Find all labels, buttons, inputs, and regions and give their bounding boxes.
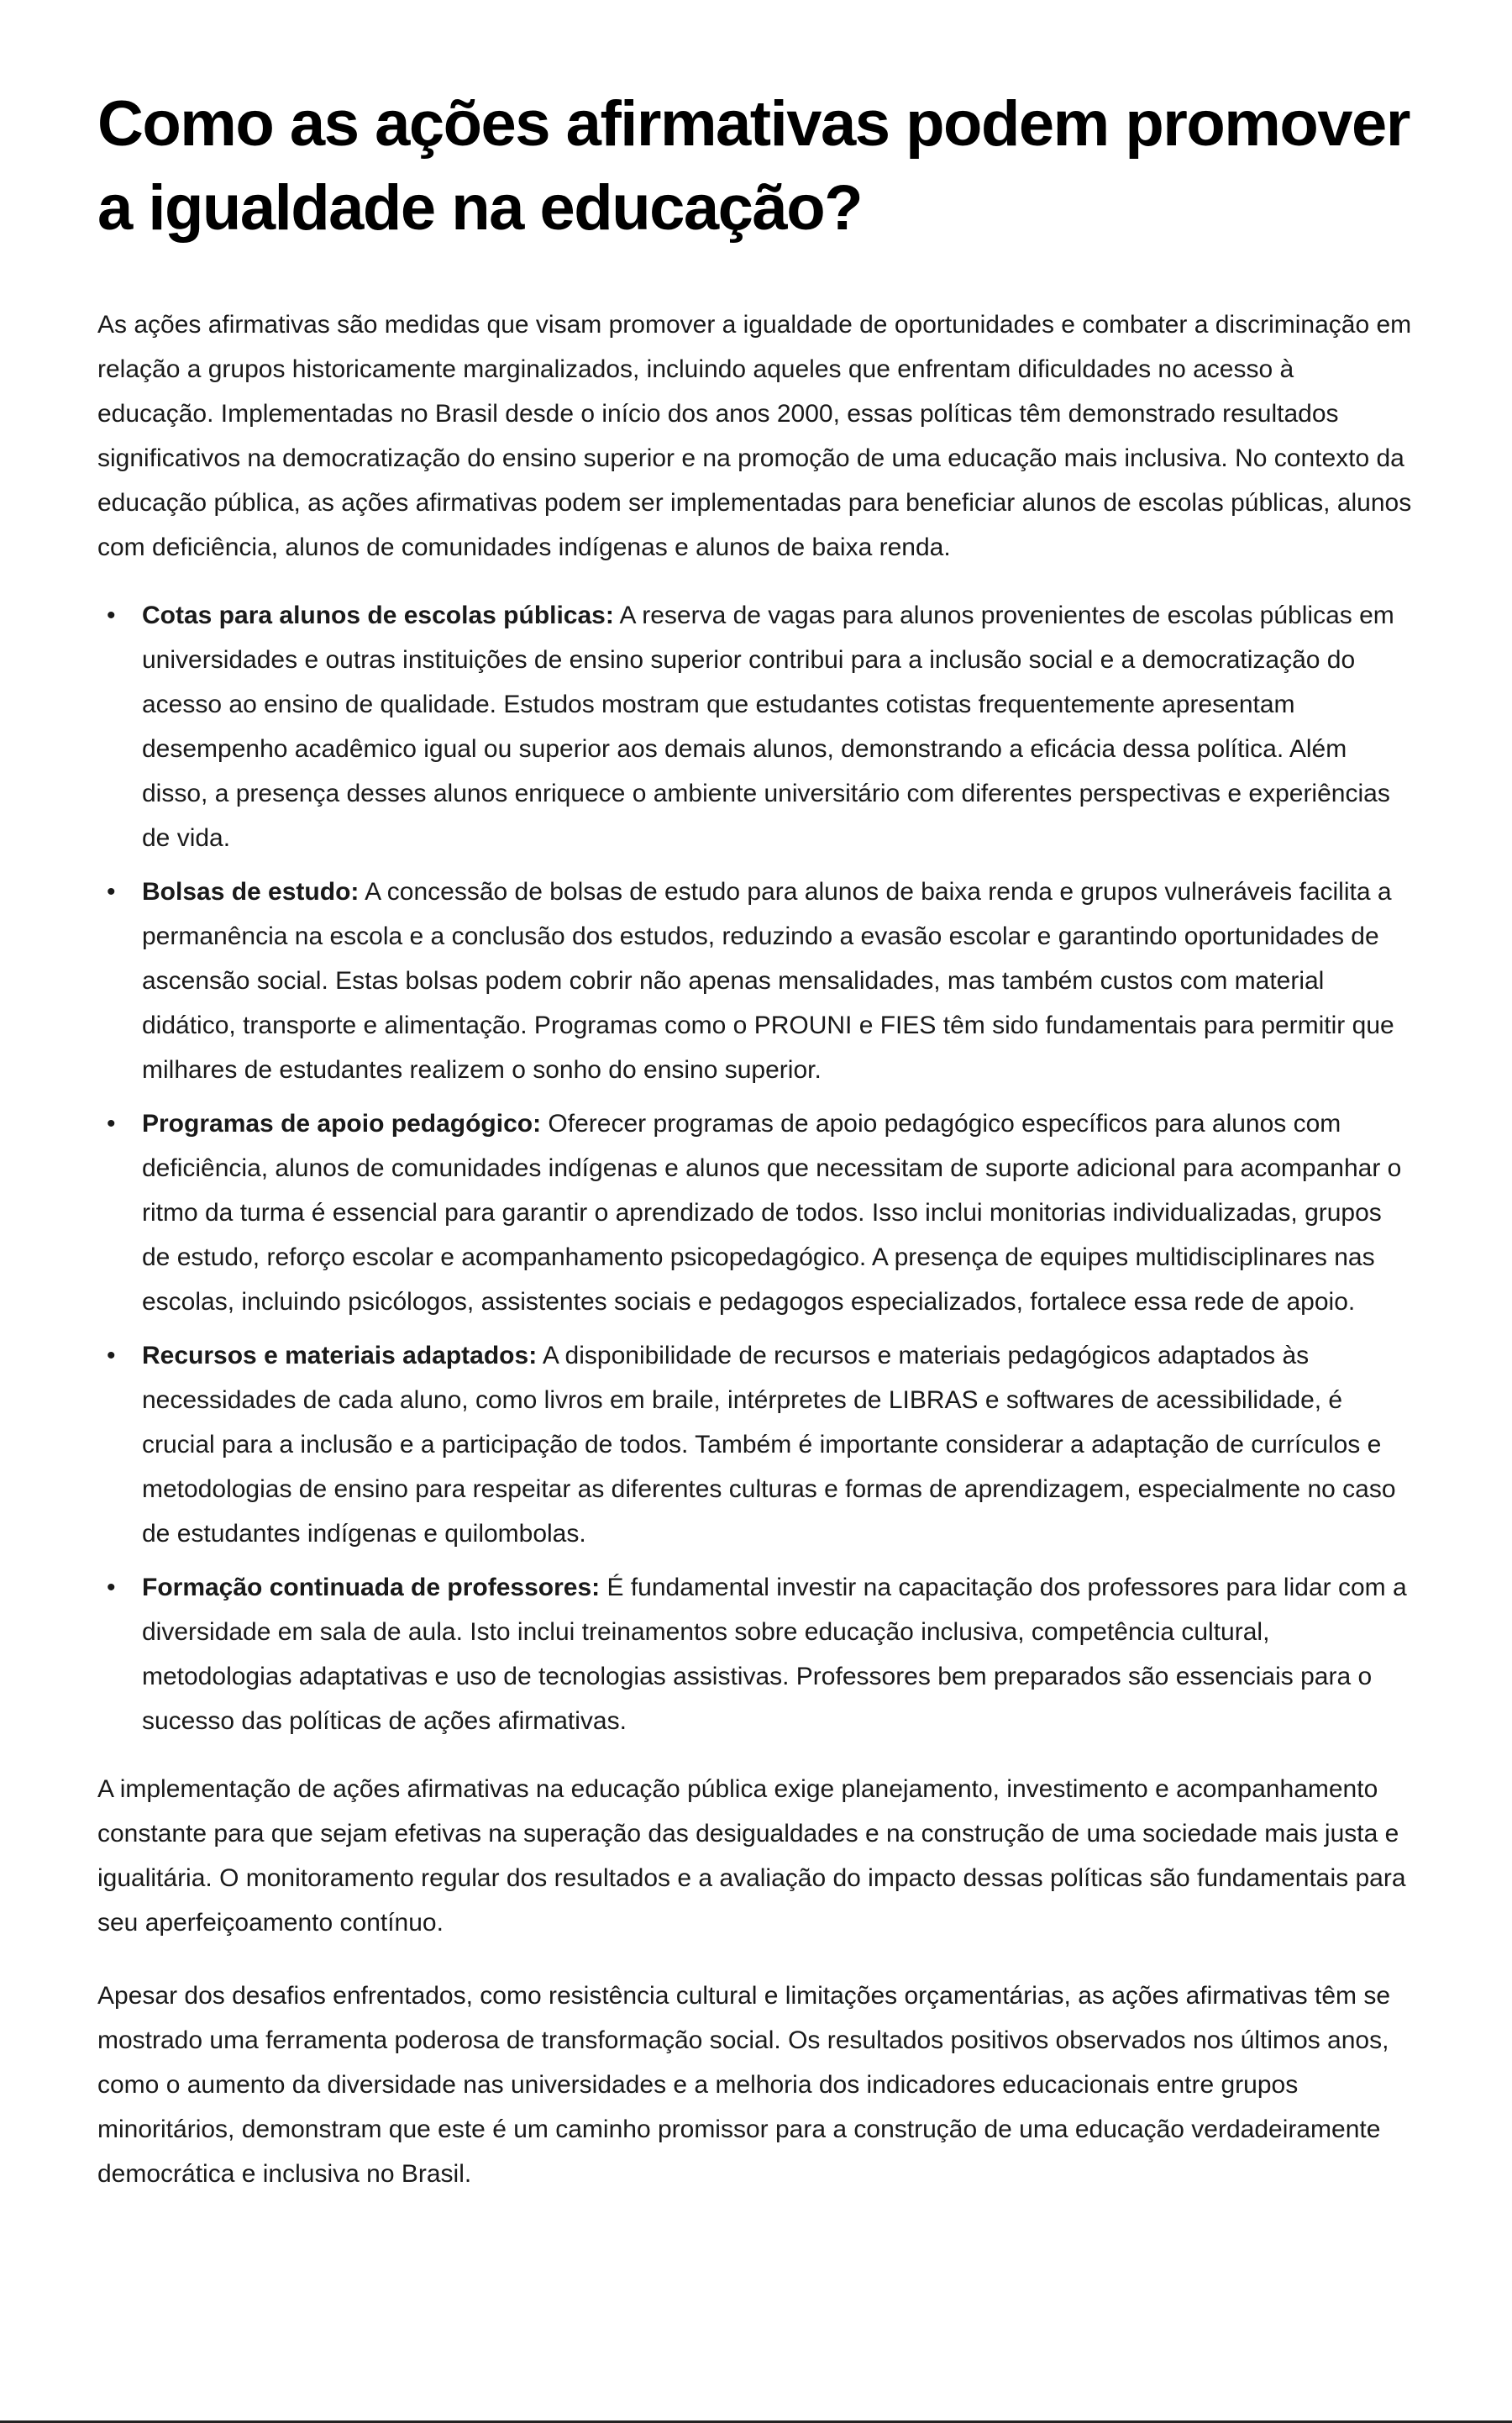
conclusion-paragraph-2: Apesar dos desafios enfrentados, como resistência cultural e limitações orçamentárias, as ações afirmativas têm se mostrado uma ferramenta poderosa de transformação social. Os resultados positivos observados nos últimos anos, como o aumento da diversidade nas universidades e a melhoria dos indicadores educacionais entre grupos minoritários, demonstram que este é um caminho promissor para a construção de uma educação verdadeiramente democrática e inclusiva no Brasil.: [97, 1982, 1391, 2188]
page-title: Como as ações afirmativas podem promover a igualdade na educação?: [97, 88, 1410, 244]
bullet-icon: •: [107, 878, 116, 906]
item-text: A disponibilidade de recursos e materiais pedagógicos adaptados às necessidades de cada aluno, como livros em braile, intérpretes de LIBRAS e softwares de acessibilidade, é crucial para a inclusão e a participação de todos. Também é importante considerar a adaptação de currículos e metodologias de ensino para respeitar as diferentes culturas e formas de aprendizagem, especialmente no caso de estudantes indígenas e quilombolas.: [142, 1342, 1396, 1548]
bullet-icon: •: [107, 1574, 116, 1601]
bullet-icon: •: [107, 1342, 116, 1369]
list-item: [107, 593, 1416, 860]
item-text: Oferecer programas de apoio pedagógico específicos para alunos com deficiência, alunos de comunidades indígenas e alunos que necessitam de suporte adicional para acompanhar o ritmo da turma é essencial para garantir o aprendizado de todos. Isso inclui monitorias individualizadas, grupos de estudo, reforço escolar e acompanhamento psicopedagógico. A presença de equipes multidisciplinares nas escolas, incluindo psicólogos, assistentes sociais e pedagogos especializados, fortalece essa rede de apoio.: [142, 1110, 1402, 1316]
item-label: Formação continuada de professores:: [142, 1574, 601, 1601]
actions-list: [97, 593, 1416, 1743]
article: [97, 82, 1416, 2196]
intro-paragraph: As ações afirmativas são medidas que visam promover a igualdade de oportunidades e combater a discriminação em relação a grupos historicamente marginalizados, incluindo aqueles que enfrentam dificuldades no acesso à educação. Implementadas no Brasil desde o início dos anos 2000, essas políticas têm demonstrado resultados significativos na democratização do ensino superior e na promoção de uma educação mais inclusiva. No contexto da educação pública, as ações afirmativas podem ser implementadas para beneficiar alunos de escolas públicas, alunos com deficiência, alunos de comunidades indígenas e alunos de baixa renda.: [97, 311, 1412, 561]
conclusion-paragraph-1: A implementação de ações afirmativas na educação pública exige planejamento, investimento e acompanhamento constante para que sejam efetivas na superação das desigualdades e na construção de uma sociedade mais justa e igualitária. O monitoramento regular dos resultados e a avaliação do impacto dessas políticas são fundamentais para seu aperfeiçoamento contínuo.: [97, 1775, 1406, 1937]
item-text: A reserva de vagas para alunos provenientes de escolas públicas em universidades e outras instituições de ensino superior contribui para a inclusão social e a democratização do acesso ao ensino de qualidade. Estudos mostram que estudantes cotistas frequentemente apresentam desempenho acadêmico igual ou superior aos demais alunos, demonstrando a eficácia dessa política. Além disso, a presença desses alunos enriquece o ambiente universitário com diferentes perspectivas e experiências de vida.: [142, 602, 1394, 852]
list-item: [107, 870, 1416, 1092]
list-item: [107, 1101, 1416, 1324]
bullet-icon: •: [107, 1110, 116, 1138]
item-label: Recursos e materiais adaptados:: [142, 1342, 538, 1369]
list-item: [107, 1565, 1416, 1743]
item-text: É fundamental investir na capacitação dos professores para lidar com a diversidade em sala de aula. Isto inclui treinamentos sobre educação inclusiva, competência cultural, metodologias adaptativas e uso de tecnologias assistivas. Professores bem preparados são essenciais para o sucesso das políticas de ações afirmativas.: [142, 1574, 1407, 1735]
list-item: [107, 1333, 1416, 1556]
bullet-icon: •: [107, 602, 116, 629]
item-label: Cotas para alunos de escolas públicas:: [142, 602, 614, 629]
item-label: Bolsas de estudo:: [142, 878, 360, 906]
item-label: Programas de apoio pedagógico:: [142, 1110, 542, 1138]
item-text: A concessão de bolsas de estudo para alunos de baixa renda e grupos vulneráveis facilita a permanência na escola e a conclusão dos estudos, reduzindo a evasão escolar e garantindo oportunidades de ascensão social. Estas bolsas podem cobrir não apenas mensalidades, mas também custos com material didático, transporte e alimentação. Programas como o PROUNI e FIES têm sido fundamentais para permitir que milhares de estudantes realizem o sonho do ensino superior.: [142, 878, 1394, 1084]
